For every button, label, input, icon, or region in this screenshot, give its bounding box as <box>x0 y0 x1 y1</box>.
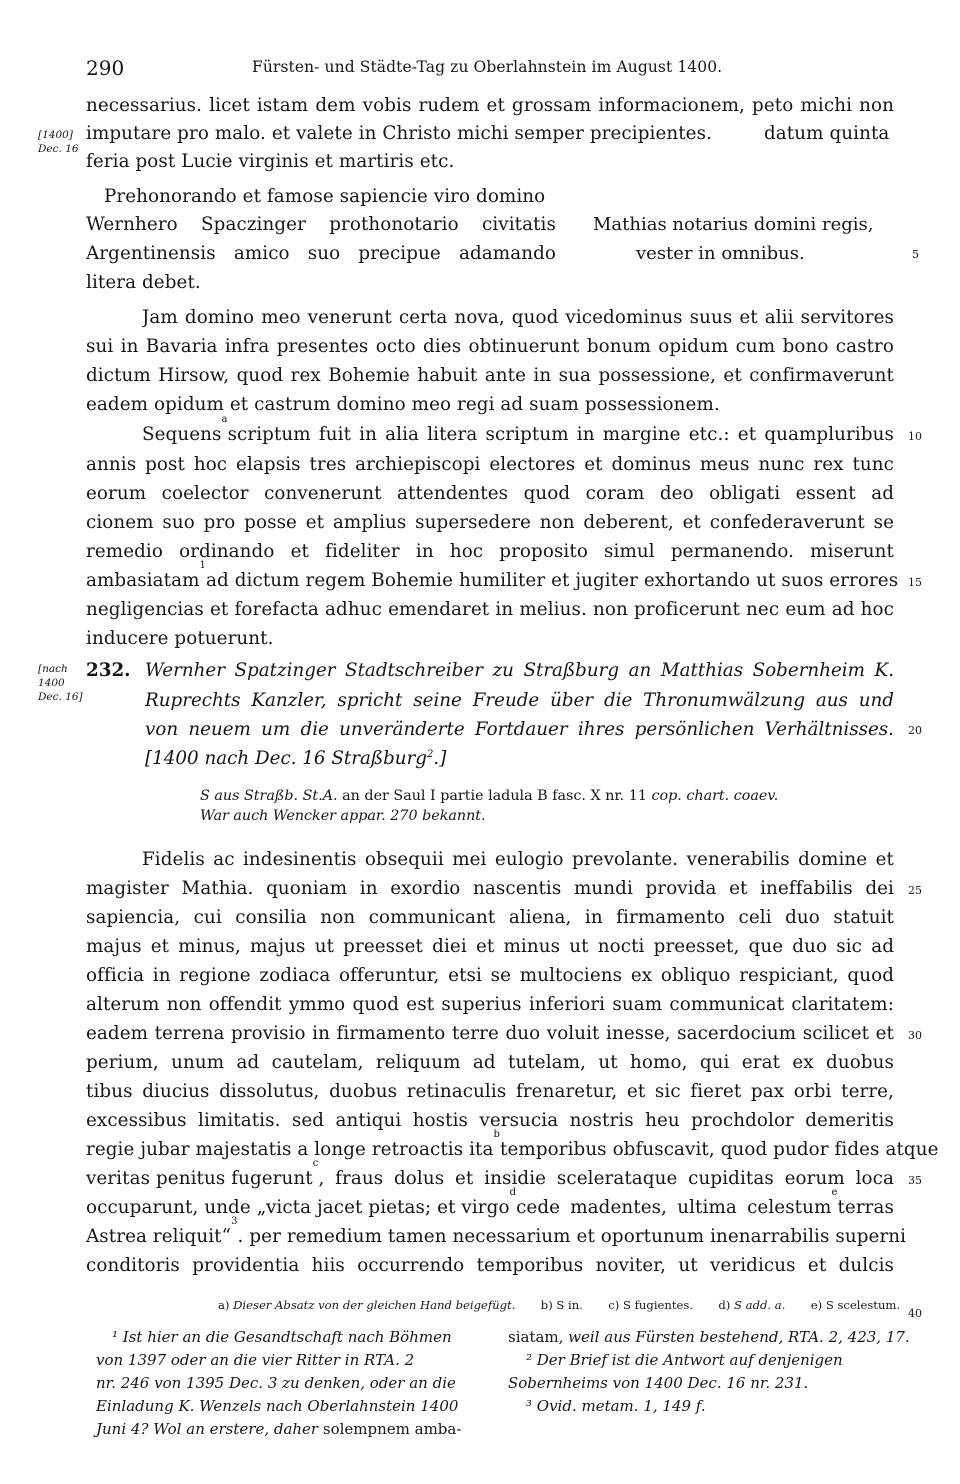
line-number: 30 <box>908 1029 922 1042</box>
note-marker: a <box>221 414 228 425</box>
line-number: 5 <box>912 248 919 261</box>
line-number: 40 <box>908 1307 922 1320</box>
text-line: sapiencia, cui consilia non communicant aliena, in firmamento celi duo statuit <box>86 907 894 928</box>
text-line: veritas penitus fugerunt c , fraus dolus et insidie scelerataque cupiditas eorum loca <box>86 1164 894 1194</box>
text-line: ambasiatam 1 ad dictum regem Bohemie humiliter et jugiter exhortando ut suos errores <box>86 566 894 596</box>
text-line: annis post hoc elapsis tres archiepiscopi electores et dominus meus nunc rex tunc <box>86 454 894 475</box>
margin-date-2: [nach 1400 Dec. 16] <box>38 663 83 703</box>
footnote-line: ¹ Ist hier an die Gesandtschaft nach Böhmen <box>112 1328 452 1346</box>
footnote-line: Juni 4? Wol an erstere, daher solempnem amba- <box>96 1420 462 1438</box>
text-line: eadem opidum et castrum domino meo regi ad suam possessionem. <box>86 394 720 415</box>
note-marker: e <box>831 1187 838 1198</box>
text-line: sui in Bavaria infra presentes octo dies obtinuerunt bonum opidum cum bono castro <box>86 336 894 357</box>
text-line: Jam domino meo venerunt certa nova, quod vicedominus suus et alii servitores <box>142 307 894 328</box>
text-line: occuparunt, unde „victa jacet pietas; et virgo d cede madentes, ultima celestum e terras <box>86 1193 894 1223</box>
text-line: Sequens a scriptum fuit in alia litera scriptum in margine etc.: et quampluribus <box>142 420 894 450</box>
footnote-line: siatam, weil aus Fürsten bestehend, RTA. 2, 423, 17. <box>508 1328 910 1346</box>
text-line: eorum coelector convenerunt attendentes quod coram deo obligati essent ad <box>86 483 894 504</box>
text-line: eadem terrena provisio in firmamento terre duo voluit inesse, sacerdocium scilicet et <box>86 1023 894 1044</box>
text-line: datum quinta <box>764 123 890 144</box>
footnote-marker: 1 <box>199 560 207 571</box>
text-line: negligencias et forefacta adhuc emendaret in melius. non proficerunt nec eum ad hoc <box>86 599 894 620</box>
page-number: 290 <box>86 56 125 80</box>
text-line: dictum Hirsow, quod rex Bohemie habuit ante in sua possessione, et confirmaverunt <box>86 365 894 386</box>
text-line: majus et minus, majus ut preesset diei et minus ut nocti preesset, que duo sic ad <box>86 936 894 957</box>
text-line: regie jubar majestatis a longe retroactis ita b temporibus obfuscavit, quod pudor fides atque <box>86 1135 894 1165</box>
text-line: tibus diucius dissolutus, duobus retinaculis frenaretur, et sic fieret pax orbi terre, <box>86 1081 894 1102</box>
address-line: Prehonorando et famose sapiencie viro domino <box>104 186 546 207</box>
text-line: inducere potuerunt. <box>86 628 274 649</box>
regest-line: von neuem um die unveränderte Fortdauer ihres persönlichen Verhältnisses. <box>145 719 894 740</box>
line-number: 25 <box>908 884 922 897</box>
address-line: litera debet. <box>86 272 201 293</box>
line-number: 35 <box>908 1174 922 1187</box>
note-marker: b <box>493 1129 501 1140</box>
source-note: S aus Straßb. St.A. an der Saul I partie ladula B fasc. X nr. 11 cop. chart. coaev. <box>200 788 779 804</box>
footnote-marker: 3 <box>231 1216 238 1227</box>
document-number: 232. <box>86 660 131 681</box>
footnote-line: von 1397 oder an die vier Ritter in RTA. 2 <box>96 1351 415 1369</box>
text-line: alterum non offendit ymmo quod est superius inferiori suam communicat claritatem: <box>86 994 894 1015</box>
address-line: Wernhero Spaczinger prothonotario civitatis <box>86 214 556 235</box>
text-line: conditoris providentia hiis occurrendo temporibus noviter, ut veridicus et dulcis <box>86 1255 894 1276</box>
text-line: perium, unum ad cautelam, reliquum ad tutelam, ut homo, qui erat ex duobus <box>86 1052 894 1073</box>
line-number: 15 <box>908 576 922 589</box>
source-note: War auch Wencker appar. 270 bekannt. <box>200 808 486 824</box>
address-line: Argentinensis amico suo precipue adamando <box>86 243 556 264</box>
footnote-line: ³ Ovid. metam. 1, 149 f. <box>526 1397 706 1415</box>
regest-line: Wernher Spatzinger Stadtschreiber zu Straßburg an Matthias Sobernheim K. <box>145 660 894 681</box>
regest-line: [1400 nach Dec. 16 Straßburg$^2$.] <box>145 748 447 769</box>
note-marker: c <box>312 1158 319 1169</box>
text-line: magister Mathia. quoniam in exordio nascentis mundi provida et ineffabilis dei <box>86 878 894 899</box>
footnote-line: ² Der Brief ist die Antwort auf denjenigen <box>526 1351 843 1369</box>
signature-line: Mathias notarius domini regis, <box>593 214 874 235</box>
regest-line: Ruprechts Kanzler, spricht seine Freude über die Thronumwälzung aus und <box>145 690 894 711</box>
text-line: imputare pro malo. et valete in Christo michi semper precipientes. <box>86 123 712 144</box>
note-marker: d <box>509 1187 517 1198</box>
running-header <box>86 56 894 80</box>
text-line: remedio ordinando et fideliter in hoc proposito simul permanendo. miserunt <box>86 541 894 562</box>
line-number: 20 <box>908 724 922 737</box>
text-line: excessibus limitatis. sed antiqui hostis versucia nostris heu prochdolor demeritis <box>86 1110 894 1131</box>
textual-notes: a) Dieser Absatz von der gleichen Hand beigefügt. b) S in. c) S fugientes. d) S add. a. e) S scelestum. <box>218 1298 901 1312</box>
signature-line: vester in omnibus. <box>636 243 805 264</box>
footnote-line: nr. 246 von 1395 Dec. 3 zu denken, oder an die <box>96 1374 456 1392</box>
text-line: officia in regione zodiaca offeruntur, etsi se multociens ex obliquo respiciant, quod <box>86 965 894 986</box>
text-line: Astrea reliquit“ 3 . per remedium tamen necessarium et oportunum inenarrabilis superni <box>86 1222 894 1252</box>
running-title: Fürsten- und Städte-Tag zu Oberlahnstein im August 1400. <box>252 58 723 76</box>
text-line: feria post Lucie virginis et martiris etc. <box>86 151 455 172</box>
margin-date-1: [1400] Dec. 16 <box>38 129 79 155</box>
line-number: 10 <box>908 430 922 443</box>
footnote-line: Sobernheims von 1400 Dec. 16 nr. 231. <box>508 1374 809 1392</box>
text-line: necessarius. licet istam dem vobis rudem et grossam informacionem, peto michi non <box>86 95 894 116</box>
footnote-line: Einladung K. Wenzels nach Oberlahnstein 1400 <box>96 1397 459 1415</box>
footnote-marker: 2 <box>427 748 434 760</box>
text-line: cionem suo pro posse et amplius supersedere non deberent, et confederaverunt se <box>86 512 894 533</box>
text-line: Fidelis ac indesinentis obsequii mei eulogio prevolante. venerabilis domine et <box>142 849 894 870</box>
